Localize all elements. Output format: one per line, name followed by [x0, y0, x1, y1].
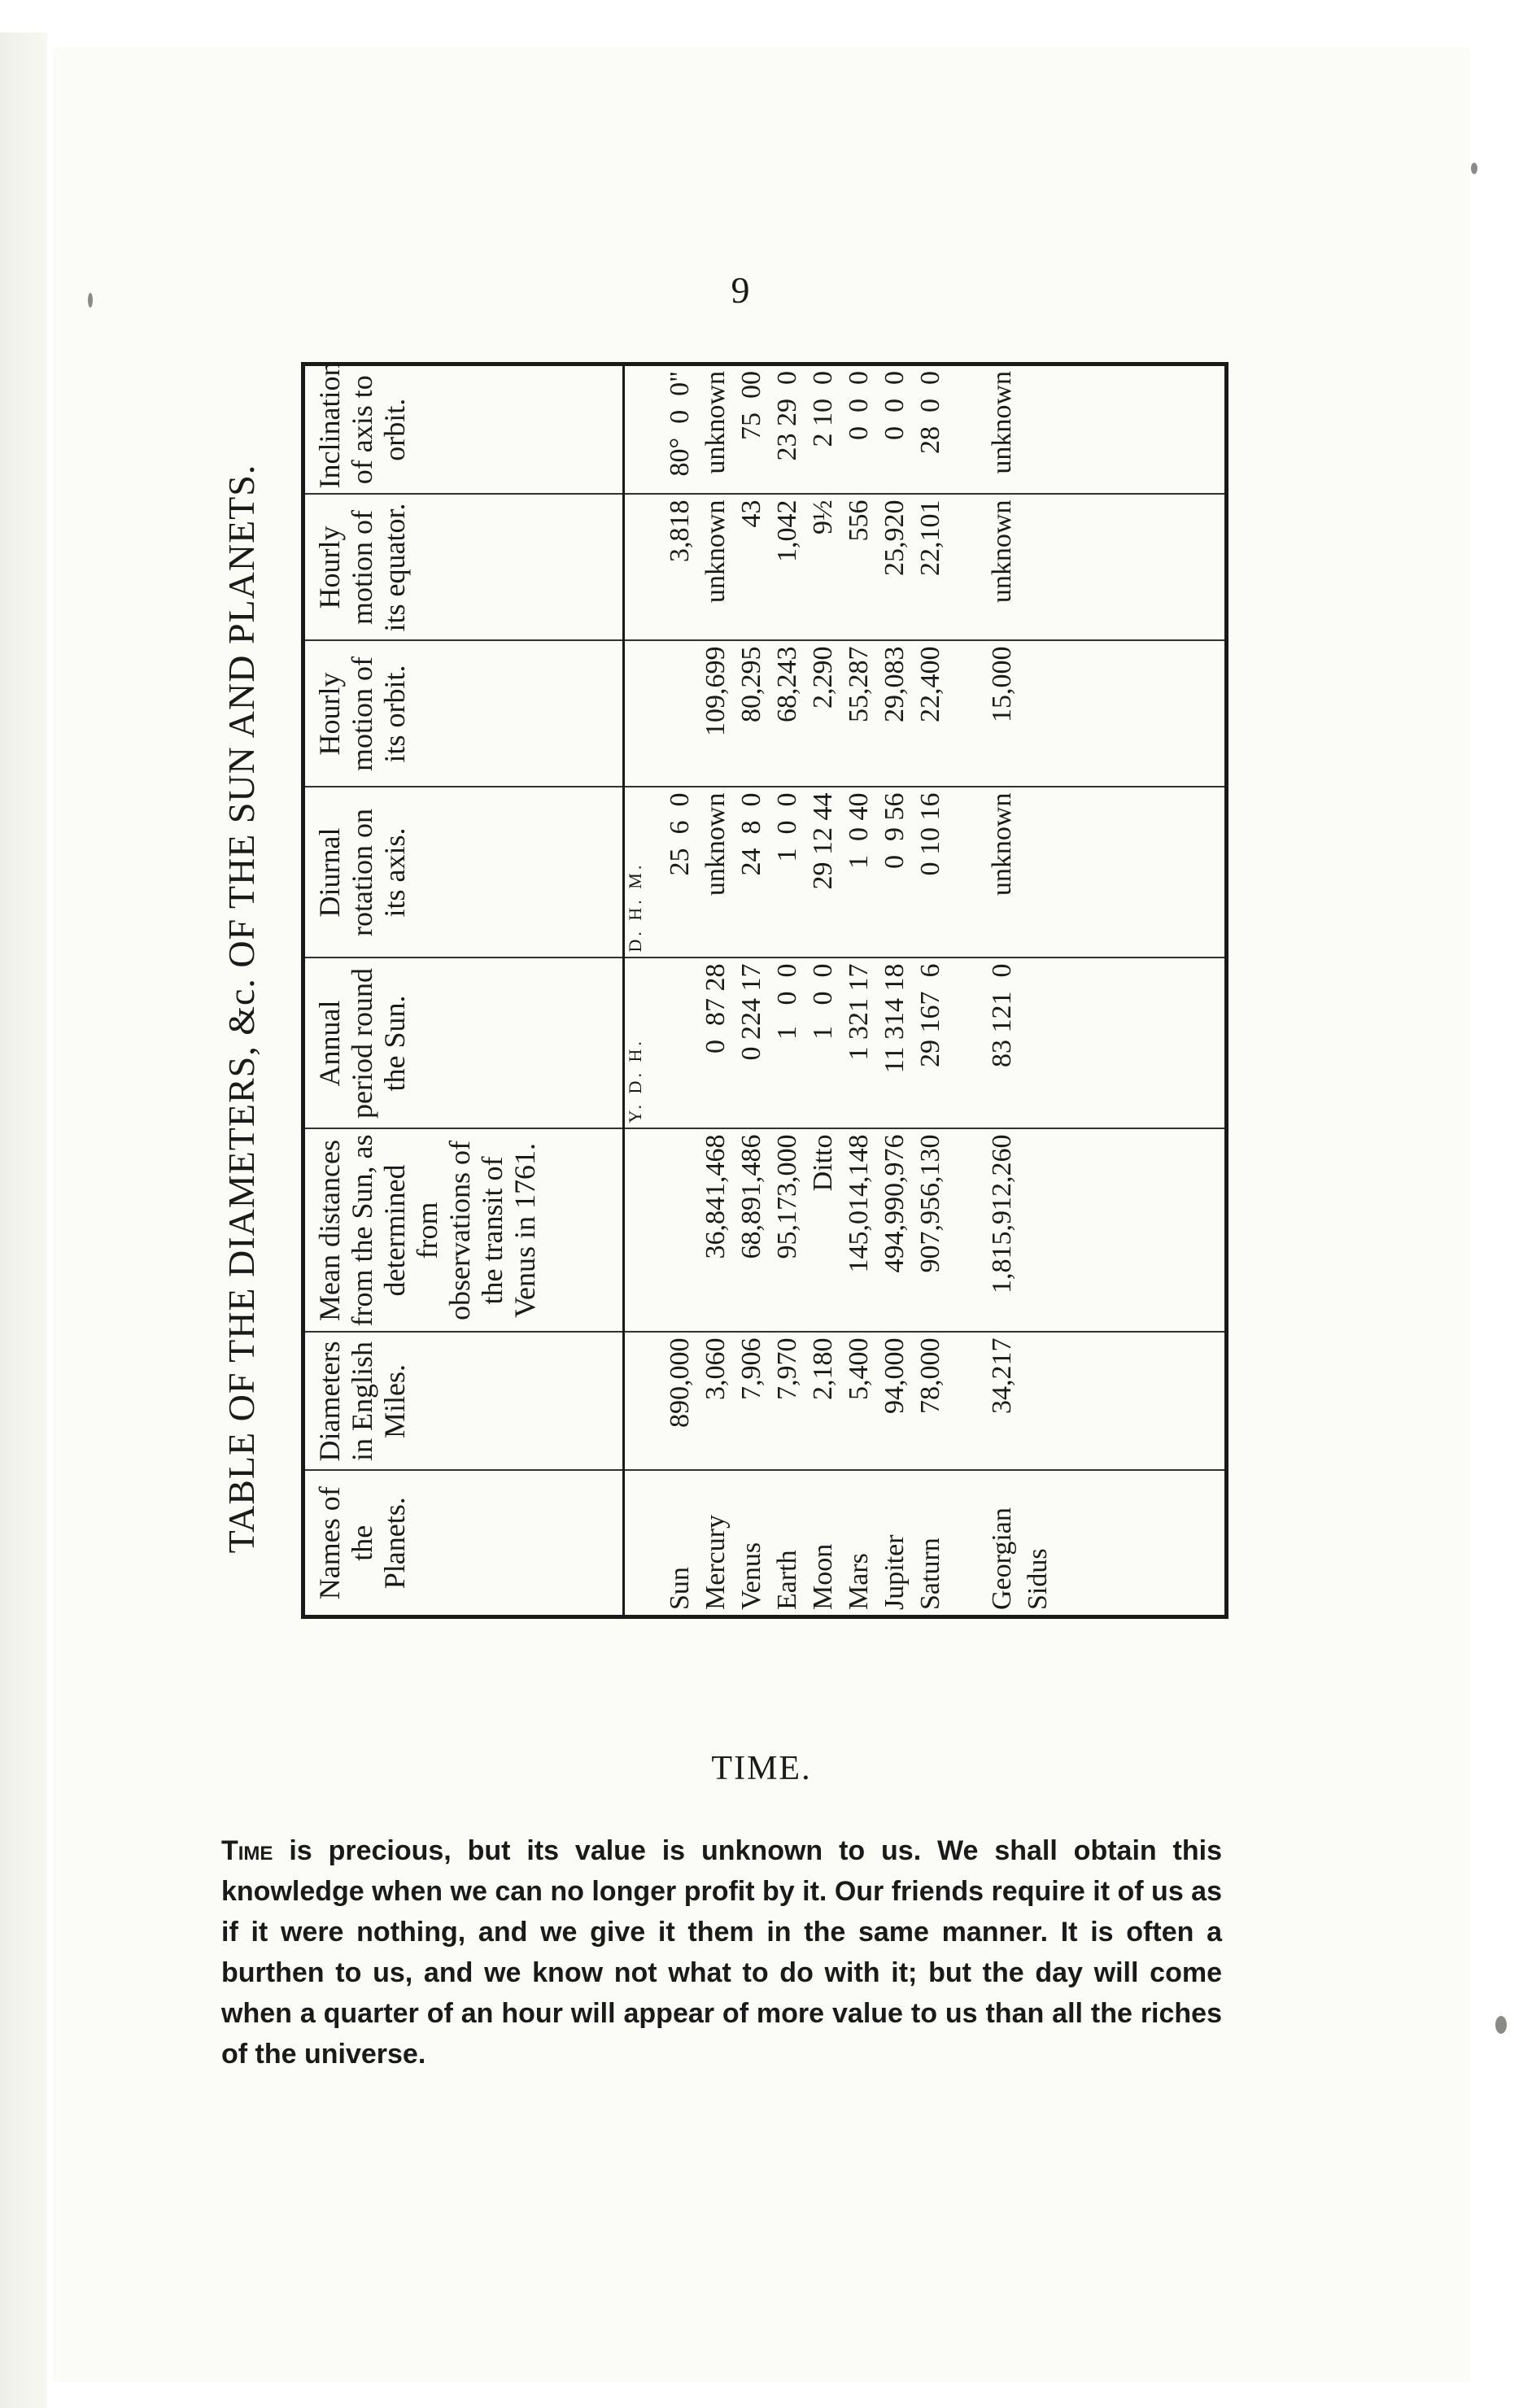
header-names: Names of the Planets.: [303, 1471, 624, 1617]
ink-speck: [1471, 163, 1477, 174]
header-hourly-equator: Hourly motion of its equator.: [303, 495, 624, 641]
page-number: 9: [731, 269, 750, 311]
hourly-orbit-column: 109,699 80,295 68,243 2,290 55,287 29,083 22,400 15,000: [662, 641, 1227, 787]
header-diameters: Diameters in English Miles.: [303, 1333, 624, 1471]
table-title: TABLE OF THE DIAMETERS, &c. OF THE SUN AND PLANETS.: [220, 464, 262, 1554]
header-distances: Mean distances from the Sun, as determined from observations of the transit of Venus in 1761.: [303, 1129, 624, 1333]
units-annual-period: Y. D. H.: [624, 958, 663, 1129]
header-hourly-orbit: Hourly motion of its orbit.: [303, 641, 624, 787]
annual-period-column: 0 87 28 0 224 17 1 0 0 1 0 0 1 321 17 11 314 18 29 167 6 83 121 0: [662, 958, 1227, 1129]
inclination-column: 80° 0 0" unknown 75 00 23 29 0 2 10 0 0 0 0 0 0 0 28 0 0 unknown: [662, 364, 1227, 495]
diameters-column: 890,000 3,060 7,906 7,970 2,180 5,400 94,000 78,000 34,217: [662, 1333, 1227, 1471]
table-body-row: [662, 364, 1227, 1617]
facing-page-edge: [0, 33, 47, 2408]
header-annual-period: Annual period round the Sun.: [303, 958, 624, 1129]
section-heading: TIME.: [711, 1750, 812, 1787]
paragraph-lead-word: Time: [221, 1835, 273, 1866]
planets-table: [301, 362, 1228, 1619]
units-diurnal-rotation: D. H. M.: [624, 787, 663, 958]
paragraph-text: is precious, but its value is unknown to us. We shall obtain this knowledge when we can no longer profit by it. Our friends require it of us as if it were nothing, and we give it them in the same manner. It is often a burthen to us, and we know not what to do with it; but the day will come when a quarter of an hour will appear of more value to us than all the riches of the universe.: [221, 1835, 1222, 2070]
distances-column: 36,841,468 68,891,486 95,173,000 Ditto 145,014,148 494,990,976 907,956,130 1,815,912,260: [662, 1129, 1227, 1333]
table-header-row: [303, 364, 624, 1617]
ink-speck: [88, 293, 93, 308]
planet-names-column: Sun Mercury Venus Earth Moon Mars Jupiter Saturn Georgian Sidus: [662, 1471, 1227, 1617]
header-diurnal-rotation: Diurnal rotation on its axis.: [303, 787, 624, 958]
ink-speck: [1495, 2016, 1507, 2034]
body-paragraph: [221, 1830, 1222, 2074]
rotated-table-block: [220, 358, 1228, 1660]
diurnal-rotation-column: 25 6 0 unknown 24 8 0 1 0 0 29 12 44 1 0 40 0 9 56 0 10 16 unknown: [662, 787, 1227, 958]
hourly-equator-column: 3,818 unknown 43 1,042 9½ 556 25,920 22,101 unknown: [662, 495, 1227, 641]
units-row: [624, 364, 663, 1617]
header-inclination: Inclination of axis to orbit.: [303, 364, 624, 495]
